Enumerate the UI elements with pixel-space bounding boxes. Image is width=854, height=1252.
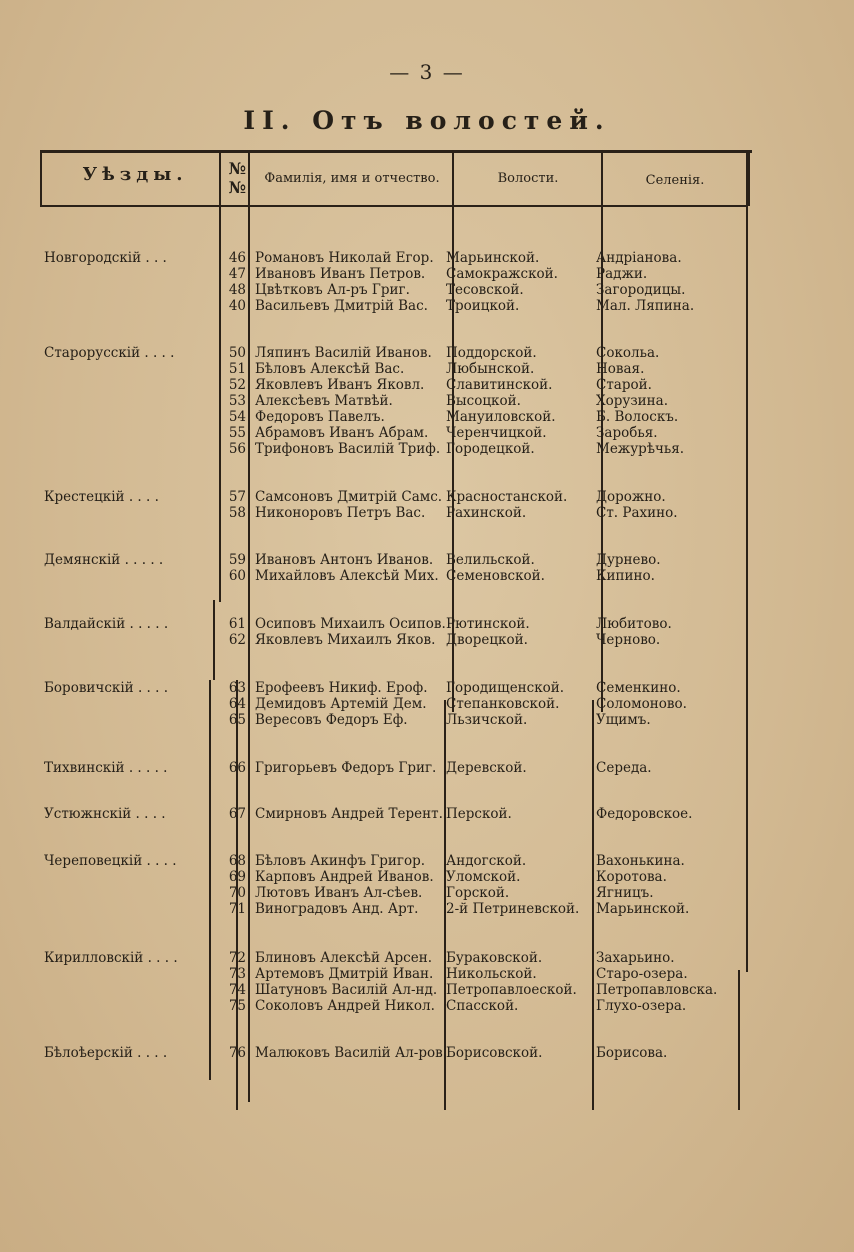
selo-cell: Кипино. [596, 568, 655, 584]
uezd-cell: Тихвинскій . . . . . [44, 760, 168, 776]
volost-cell: Черенчицкой. [446, 425, 547, 441]
number-cell: 76 [228, 1045, 246, 1061]
selo-cell: Старо-озера. [596, 966, 688, 982]
selo-cell: Дорожно. [596, 489, 666, 505]
volost-cell: Горской. [446, 885, 510, 901]
volost-cell: Никольской. [446, 966, 537, 982]
volost-cell: Петропавлоеской. [446, 982, 577, 998]
name-cell: Демидовъ Артемій Дем. [255, 696, 427, 712]
table-row [0, 1045, 854, 1061]
number-cell: 47 [228, 266, 246, 282]
number-cell: 65 [228, 712, 246, 728]
selo-cell: Семенкино. [596, 680, 681, 696]
number-cell: 60 [228, 568, 246, 584]
table-top-rule [40, 150, 752, 153]
number-cell: 56 [228, 441, 246, 457]
name-cell: Цвѣтковъ Ал-ръ Григ. [255, 282, 410, 298]
volost-cell: 2-й Петриневской. [446, 901, 580, 917]
selo-cell: Ущимъ. [596, 712, 651, 728]
uezd-cell: Крестецкій . . . . [44, 489, 159, 505]
number-cell: 54 [228, 409, 246, 425]
table-row [0, 489, 854, 505]
page-number: — 3 — [389, 60, 465, 84]
name-cell: Бѣловъ Акинфъ Григор. [255, 853, 426, 869]
number-cell: 69 [228, 869, 246, 885]
table-row [0, 901, 854, 917]
uezd-cell: Бѣлоѣерскій . . . . [44, 1045, 168, 1061]
volost-cell: Рахинской. [446, 505, 527, 521]
table-row [0, 998, 854, 1014]
table-row [0, 393, 854, 409]
uezd-cell: Валдайскій . . . . . [44, 616, 169, 632]
selo-cell: Петропавловска. [596, 982, 718, 998]
name-cell: Трифоновъ Василій Триф. [255, 441, 441, 457]
number-cell: 64 [228, 696, 246, 712]
table-row [0, 345, 854, 361]
volost-cell: Городецкой. [446, 441, 535, 457]
header-volost: Волости. [497, 171, 559, 186]
selo-cell: Федоровское. [596, 806, 693, 822]
volost-cell: Борисовской. [446, 1045, 543, 1061]
name-cell: Малюковъ Василій Ал-ров. [255, 1045, 447, 1061]
table-row [0, 505, 854, 521]
name-cell: Федоровъ Павелъ. [255, 409, 385, 425]
selo-cell: Сокольа. [596, 345, 660, 361]
volost-cell: Уломской. [446, 869, 521, 885]
uezd-cell: Старорусскій . . . . [44, 345, 175, 361]
number-cell: 68 [228, 853, 246, 869]
selo-cell: Раджи. [596, 266, 648, 282]
name-cell: Романовъ Николай Егор. [255, 250, 434, 266]
selo-cell: Дурнево. [596, 552, 661, 568]
number-cell: 66 [228, 760, 246, 776]
table-row [0, 552, 854, 568]
table-right-border [748, 150, 750, 206]
selo-cell: Мал. Ляпина. [596, 298, 695, 314]
volost-cell: Семеновской. [446, 568, 545, 584]
name-cell: Абрамовъ Иванъ Абрам. [255, 425, 429, 441]
uezd-cell: Устюжнскій . . . . [44, 806, 166, 822]
table-row [0, 696, 854, 712]
table-row [0, 885, 854, 901]
name-cell: Лютовъ Иванъ Ал-сѣев. [255, 885, 423, 901]
volost-cell: Троицкой. [446, 298, 520, 314]
name-cell: Артемовъ Дмитрій Иван. [255, 966, 434, 982]
name-cell: Блиновъ Алексѣй Арсен. [255, 950, 433, 966]
number-cell: 72 [228, 950, 246, 966]
volost-cell: Славитинской. [446, 377, 553, 393]
name-cell: Яковлевъ Михаилъ Яков. [255, 632, 436, 648]
number-cell: 40 [228, 298, 246, 314]
number-cell: 59 [228, 552, 246, 568]
name-cell: Ляпинъ Василій Иванов. [255, 345, 432, 361]
volost-cell: Спасской. [446, 998, 519, 1014]
name-cell: Алексѣевъ Матвѣй. [255, 393, 393, 409]
volost-cell: Городищенской. [446, 680, 565, 696]
selo-cell: Новая. [596, 361, 645, 377]
selo-cell: Старой. [596, 377, 652, 393]
number-cell: 74 [228, 982, 246, 998]
table-row [0, 266, 854, 282]
number-cell: 57 [228, 489, 246, 505]
number-cell: 75 [228, 998, 246, 1014]
table-row [0, 680, 854, 696]
table-row [0, 568, 854, 584]
number-cell: 48 [228, 282, 246, 298]
name-cell: Карповъ Андрей Иванов. [255, 869, 434, 885]
name-cell: Михайловъ Алексѣй Мих. [255, 568, 439, 584]
selo-cell: Любитово. [596, 616, 672, 632]
volost-cell: Тесовской. [446, 282, 524, 298]
selo-cell: Загородицы. [596, 282, 686, 298]
selo-cell: Ягницъ. [596, 885, 654, 901]
volost-cell: Мануиловской. [446, 409, 556, 425]
name-cell: Яковлевъ Иванъ Яковл. [255, 377, 425, 393]
table-row [0, 298, 854, 314]
volost-cell: Поддорской. [446, 345, 537, 361]
volost-cell: Красностанской. [446, 489, 568, 505]
table-row [0, 950, 854, 966]
selo-cell: Середа. [596, 760, 652, 776]
name-cell: Васильевъ Дмитрій Вас. [255, 298, 428, 314]
name-cell: Ивановъ Иванъ Петров. [255, 266, 426, 282]
number-cell: 61 [228, 616, 246, 632]
header-number: №№ [228, 159, 247, 197]
table-row [0, 632, 854, 648]
table-row [0, 806, 854, 822]
number-cell: 50 [228, 345, 246, 361]
header-name: Фамилія, имя и отчество. [264, 171, 440, 186]
name-cell: Бѣловъ Алексѣй Вас. [255, 361, 405, 377]
number-cell: 55 [228, 425, 246, 441]
selo-cell: Соломоново. [596, 696, 687, 712]
number-cell: 70 [228, 885, 246, 901]
table-row [0, 377, 854, 393]
number-cell: 52 [228, 377, 246, 393]
name-cell: Никоноровъ Петръ Вас. [255, 505, 426, 521]
uezd-cell: Боровичскій . . . . [44, 680, 168, 696]
table-header-rule [40, 205, 746, 207]
volost-cell: Бураковской. [446, 950, 543, 966]
name-cell: Шатуновъ Василій Ал-нд. [255, 982, 438, 998]
selo-cell: Глухо-озера. [596, 998, 687, 1014]
number-cell: 51 [228, 361, 246, 377]
table-row [0, 760, 854, 776]
number-cell: 63 [228, 680, 246, 696]
table-row [0, 361, 854, 377]
selo-cell: Марьинской. [596, 901, 690, 917]
uezd-cell: Новгородскій . . . [44, 250, 167, 266]
number-cell: 46 [228, 250, 246, 266]
name-cell: Ивановъ Антонъ Иванов. [255, 552, 434, 568]
number-cell: 71 [228, 901, 246, 917]
volost-cell: Перской. [446, 806, 512, 822]
uezd-cell: Череповецкій . . . . [44, 853, 177, 869]
selo-cell: Вахонькина. [596, 853, 685, 869]
volost-cell: Деревской. [446, 760, 527, 776]
selo-cell: Заробья. [596, 425, 658, 441]
table-row [0, 282, 854, 298]
number-cell: 73 [228, 966, 246, 982]
page-title: II. Отъ волостей. [243, 106, 611, 135]
table-row [0, 409, 854, 425]
table-row [0, 853, 854, 869]
table-row [0, 982, 854, 998]
number-cell: 67 [228, 806, 246, 822]
selo-cell: Черново. [596, 632, 661, 648]
volost-cell: Самокражской. [446, 266, 558, 282]
uezd-cell: Кирилловскій . . . . [44, 950, 178, 966]
selo-cell: Ст. Рахино. [596, 505, 678, 521]
name-cell: Осиповъ Михаилъ Осипов. [255, 616, 446, 632]
name-cell: Соколовъ Андрей Никол. [255, 998, 435, 1014]
table-row [0, 441, 854, 457]
selo-cell: Захарьино. [596, 950, 675, 966]
table-left-border [40, 150, 42, 206]
volost-cell: Любынской. [446, 361, 535, 377]
volost-cell: Велильской. [446, 552, 535, 568]
volost-cell: Степанковской. [446, 696, 560, 712]
name-cell: Григорьевъ Федоръ Григ. [255, 760, 437, 776]
number-cell: 53 [228, 393, 246, 409]
table-row [0, 616, 854, 632]
header-uezd: Уѣзды. [82, 164, 188, 185]
selo-cell: Андріанова. [596, 250, 682, 266]
volost-cell: Марьинской. [446, 250, 540, 266]
volost-cell: Рютинской. [446, 616, 530, 632]
uezd-cell: Демянскій . . . . . [44, 552, 164, 568]
selo-cell: Коротова. [596, 869, 667, 885]
header-selo: Селенія. [645, 173, 705, 188]
name-cell: Виноградовъ Анд. Арт. [255, 901, 419, 917]
volost-cell: Андогской. [446, 853, 527, 869]
table-row [0, 425, 854, 441]
table-row [0, 869, 854, 885]
name-cell: Смирновъ Андрей Терент. [255, 806, 443, 822]
number-cell: 62 [228, 632, 246, 648]
volost-cell: Высоцкой. [446, 393, 521, 409]
selo-cell: Хорузина. [596, 393, 669, 409]
table-row [0, 250, 854, 266]
selo-cell: Межурѣчья. [596, 441, 685, 457]
volost-cell: Дворецкой. [446, 632, 528, 648]
selo-cell: Б. Волоскъ. [596, 409, 679, 425]
selo-cell: Борисова. [596, 1045, 668, 1061]
name-cell: Ерофеевъ Никиф. Ероф. [255, 680, 428, 696]
number-cell: 58 [228, 505, 246, 521]
name-cell: Самсоновъ Дмитрій Самс. [255, 489, 443, 505]
volost-cell: Льзичской. [446, 712, 528, 728]
table-row [0, 966, 854, 982]
table-row [0, 712, 854, 728]
name-cell: Вересовъ Федоръ Еф. [255, 712, 408, 728]
